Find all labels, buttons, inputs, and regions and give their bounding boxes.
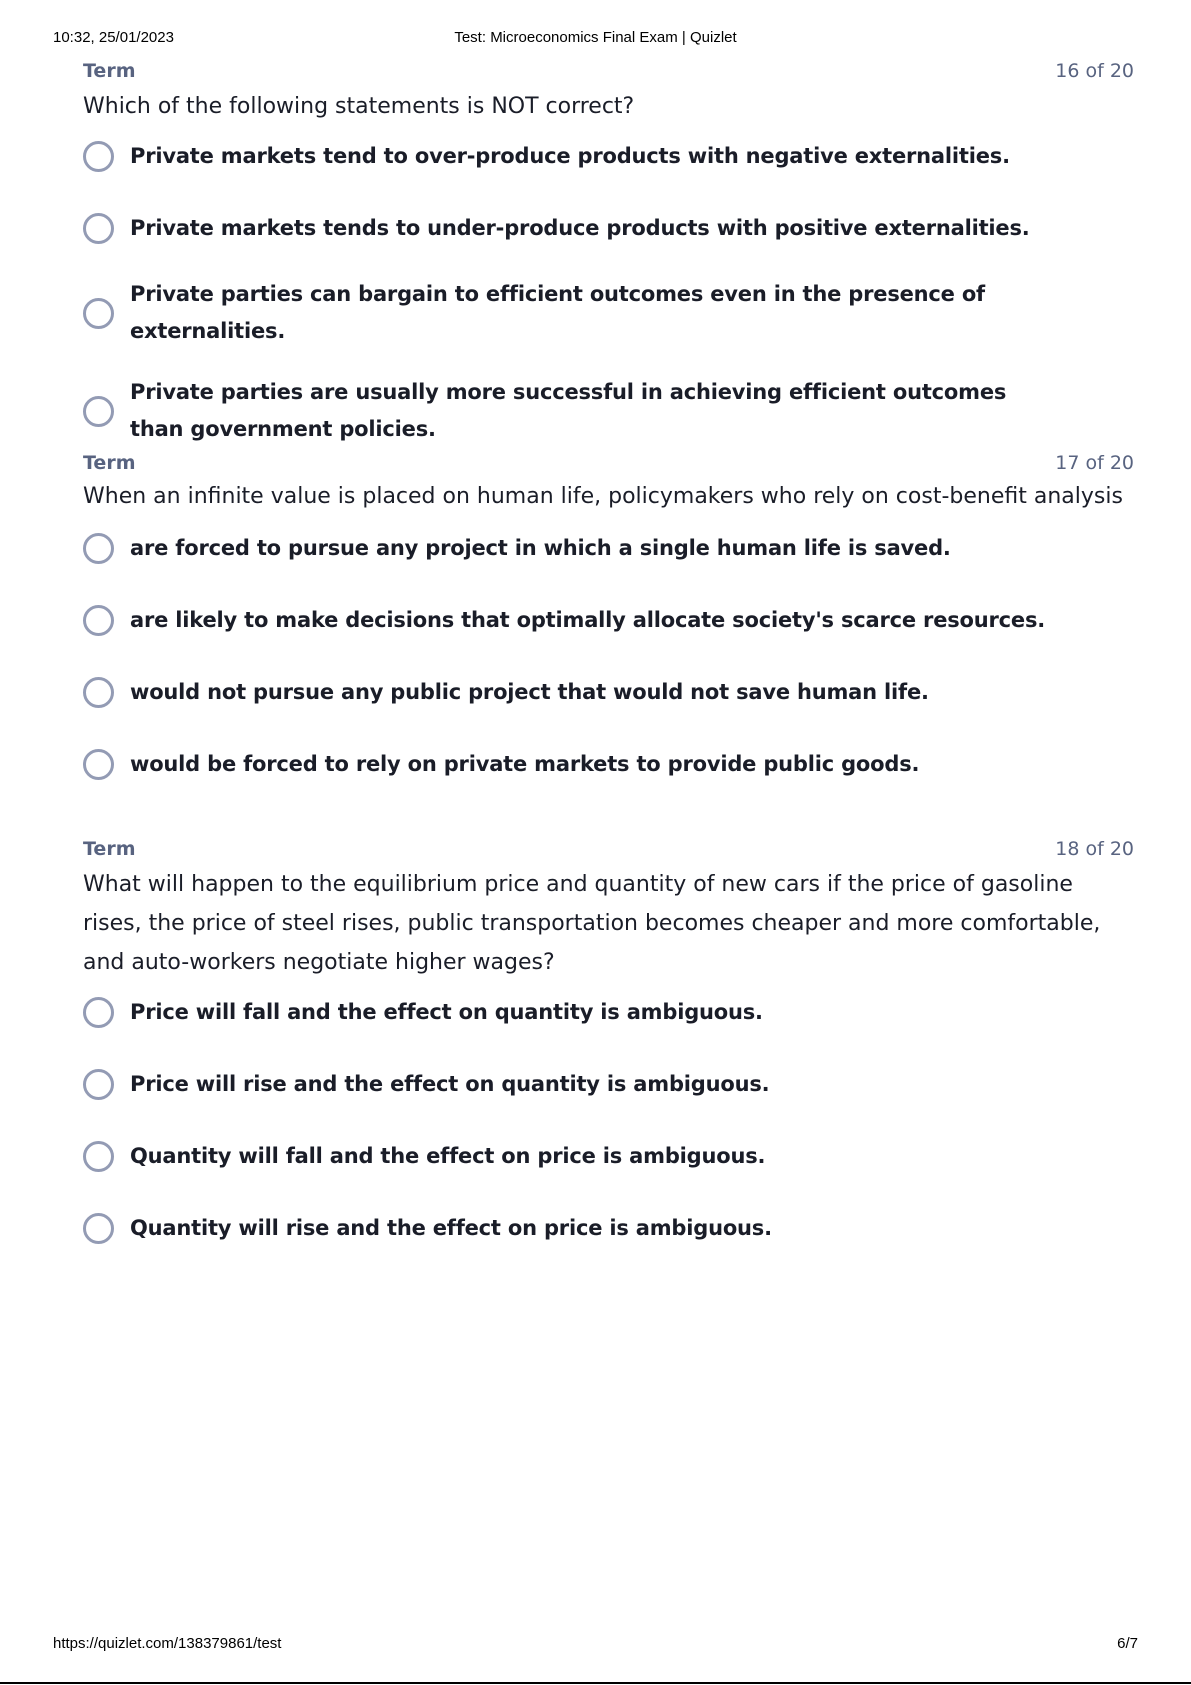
question-header xyxy=(83,58,1134,88)
question-18 xyxy=(83,836,1134,1252)
question-16 xyxy=(83,58,1134,450)
radio-button[interactable] xyxy=(83,749,114,780)
answer-option-text: Private parties are usually more successful in achieving efficient outcomes than government policies. xyxy=(130,380,1007,441)
answer-option[interactable] xyxy=(83,132,1134,180)
print-title: Test: Microeconomics Final Exam | Quizlet xyxy=(454,29,737,46)
radio-button[interactable] xyxy=(83,997,114,1028)
radio-button[interactable] xyxy=(83,213,114,244)
bottom-rule xyxy=(0,1682,1191,1684)
answer-option-text: Private parties can bargain to efficient outcomes even in the presence of externalities. xyxy=(130,282,985,343)
answer-option-text: are likely to make decisions that optimally allocate society's scarce resources. xyxy=(130,607,1046,632)
answer-option[interactable] xyxy=(83,988,1134,1036)
answer-option-text: Private markets tend to over-produce products with negative externalities. xyxy=(130,143,1010,168)
radio-button[interactable] xyxy=(83,677,114,708)
radio-button[interactable] xyxy=(83,1069,114,1100)
radio-button[interactable] xyxy=(83,1141,114,1172)
answer-option[interactable] xyxy=(83,204,1134,252)
radio-button[interactable] xyxy=(83,533,114,564)
answer-option[interactable] xyxy=(83,596,1134,644)
answer-option-text: would not pursue any public project that would not save human life. xyxy=(130,679,929,704)
answer-option[interactable] xyxy=(83,276,1134,350)
answer-options xyxy=(83,988,1134,1252)
question-prompt: Which of the following statements is NOT correct? xyxy=(83,94,635,119)
radio-button[interactable] xyxy=(83,141,114,172)
answer-option[interactable] xyxy=(83,524,1134,572)
answer-option-text: would be forced to rely on private markets to provide public goods. xyxy=(130,751,920,776)
question-counter: 18 of 20 xyxy=(1055,838,1134,860)
radio-button[interactable] xyxy=(83,298,114,329)
answer-option-text: Quantity will fall and the effect on price is ambiguous. xyxy=(130,1143,766,1168)
radio-button[interactable] xyxy=(83,396,114,427)
print-header xyxy=(53,29,1138,49)
term-label: Term xyxy=(83,452,136,474)
answer-option[interactable] xyxy=(83,374,1134,448)
radio-button[interactable] xyxy=(83,605,114,636)
answer-option[interactable] xyxy=(83,1132,1134,1180)
answer-option[interactable] xyxy=(83,1060,1134,1108)
answer-option[interactable] xyxy=(83,740,1134,788)
answer-option[interactable] xyxy=(83,668,1134,716)
question-header xyxy=(83,836,1134,866)
term-label: Term xyxy=(83,60,136,82)
answer-option[interactable] xyxy=(83,1204,1134,1252)
answer-options xyxy=(83,132,1134,448)
print-url: https://quizlet.com/138379861/test xyxy=(53,1635,282,1652)
radio-button[interactable] xyxy=(83,1213,114,1244)
question-17 xyxy=(83,450,1134,836)
answer-option-text: Private markets tends to under-produce products with positive externalities. xyxy=(130,215,1030,240)
term-label: Term xyxy=(83,838,136,860)
print-timestamp: 10:32, 25/01/2023 xyxy=(53,29,174,46)
print-footer xyxy=(53,1635,1138,1655)
answer-option-text: are forced to pursue any project in which a single human life is saved. xyxy=(130,535,951,560)
answer-options xyxy=(83,524,1134,788)
question-counter: 16 of 20 xyxy=(1055,60,1134,82)
answer-option-text: Quantity will rise and the effect on price is ambiguous. xyxy=(130,1215,772,1240)
question-header xyxy=(83,450,1134,480)
question-counter: 17 of 20 xyxy=(1055,452,1134,474)
question-prompt: What will happen to the equilibrium price and quantity of new cars if the price of gasoline rises, the price of steel rises, public transportation becomes cheaper and more comfortable, and auto-workers negotiate higher wages? xyxy=(83,872,1101,975)
question-prompt: When an infinite value is placed on human life, policymakers who rely on cost-benefit analysis xyxy=(83,484,1123,509)
test-content xyxy=(83,58,1134,1252)
answer-option-text: Price will rise and the effect on quantity is ambiguous. xyxy=(130,1071,770,1096)
answer-option-text: Price will fall and the effect on quantity is ambiguous. xyxy=(130,999,763,1024)
page-number: 6/7 xyxy=(1117,1635,1138,1652)
